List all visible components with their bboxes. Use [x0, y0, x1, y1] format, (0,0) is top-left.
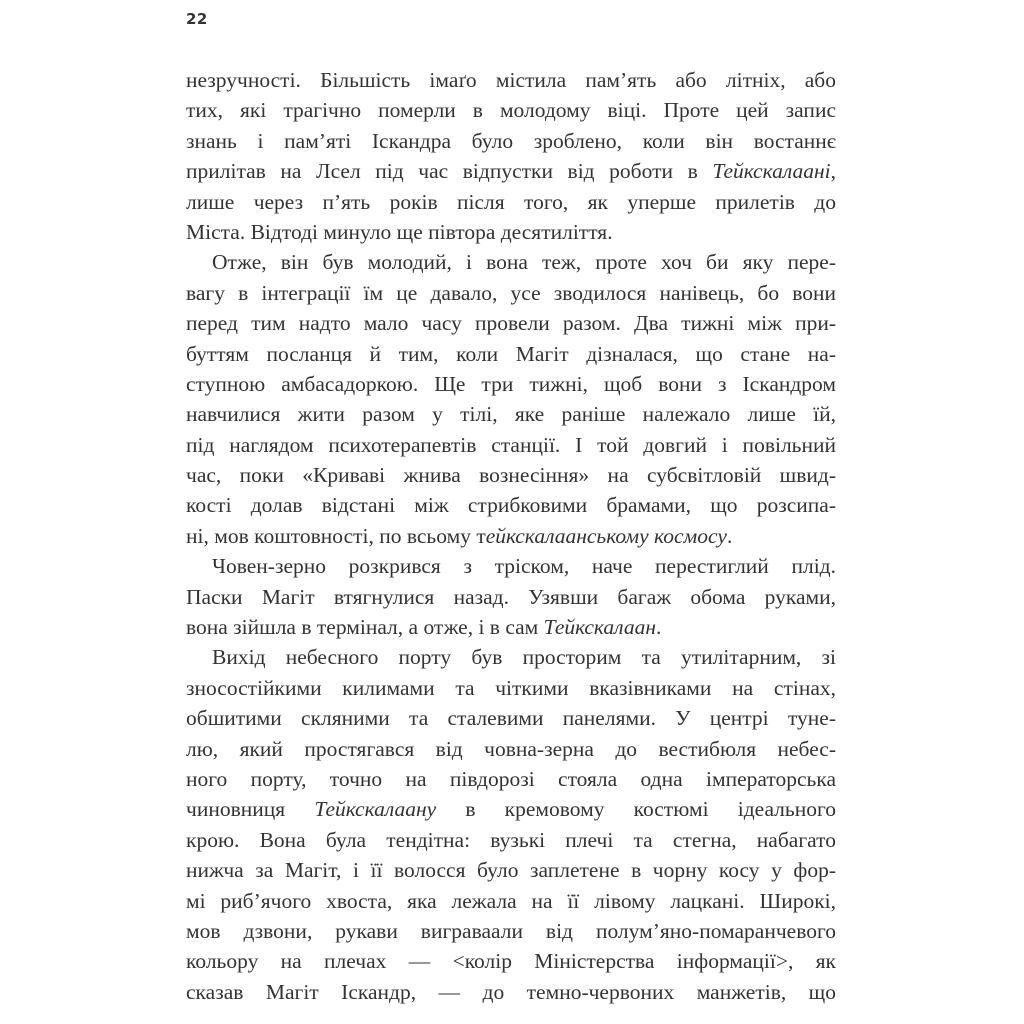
text-line — [186, 612, 836, 642]
text-line — [186, 886, 836, 916]
page-number: 22 — [186, 10, 208, 28]
text-segment: лише через п’ять років після того, як уперше прилетів до — [186, 189, 836, 214]
text-segment: Отже, він був молодий, і вона теж, проте хоч би яку пере- — [212, 250, 836, 275]
text-line — [186, 217, 836, 247]
text-segment: Паски Магіт втягнулися назад. Узявши багаж обома руками, — [186, 584, 836, 609]
italic-text: Тейкскалаані — [712, 159, 831, 184]
text-line — [186, 794, 836, 824]
text-line — [186, 734, 836, 764]
text-line — [186, 156, 836, 186]
text-segment: Вихід небесного порту був просторим та утилітарним, зі — [212, 645, 836, 670]
body-text — [186, 65, 836, 1007]
text-segment: перед тим надто мало часу провели разом. Два тижні між при- — [186, 311, 836, 336]
italic-text: Тейкскалаан — [543, 615, 656, 640]
text-line — [186, 460, 836, 490]
text-segment: лю, який простягався від човна-зерна до вестибюля небес- — [186, 736, 836, 761]
text-line — [186, 977, 836, 1007]
text-segment: мі риб’ячого хвоста, яка лежала на її лівому лацкані. Широкі, — [186, 888, 836, 913]
text-segment: ні, мов коштовності, по всьому т — [186, 523, 486, 548]
text-line — [186, 946, 836, 976]
text-line — [186, 490, 836, 520]
text-segment: Міста. Відтоді минуло ще півтора десятиліття. — [186, 219, 613, 244]
text-segment: зносостійкими килимами та чіткими вказівниками на стінах, — [186, 675, 836, 700]
text-segment: кості долав відстані між стрибковими брамами, що розсипа- — [186, 493, 836, 518]
text-line — [186, 95, 836, 125]
text-segment: крою. Вона була тендітна: вузькі плечі та стегна, набагато — [186, 827, 836, 852]
text-segment: буттям посланця й тим, коли Магіт дізналася, що стане на- — [186, 341, 836, 366]
text-segment: під наглядом психотерапевтів станції. І той довгий і повільний — [186, 432, 836, 457]
text-segment: чиновниця — [186, 797, 315, 822]
text-line — [186, 521, 836, 551]
text-segment: вагу в інтеграції їм це давало, усе зводилося нанівець, бо вони — [186, 280, 836, 305]
text-segment: в кремовому костюмі ідеального — [436, 797, 837, 822]
text-segment: кольору на плечах — <колір Міністерства інформації>, як — [186, 949, 836, 974]
text-line — [186, 399, 836, 429]
text-segment: тих, які трагічно померли в молодому віці. Проте цей запис — [186, 98, 836, 123]
paragraph-first-line — [186, 642, 836, 672]
text-line — [186, 825, 836, 855]
text-line — [186, 187, 836, 217]
text-line — [186, 673, 836, 703]
text-line — [186, 582, 836, 612]
text-segment: прилітав на Лсел під час відпустки від роботи в — [186, 159, 713, 184]
text-segment: Човен-зерно розкрився з тріском, наче перестиглий плід. — [212, 554, 836, 579]
text-segment: , — [830, 159, 836, 184]
text-segment: вона зійшла в термінал, а отже, і в сам — [186, 615, 544, 640]
text-segment: незручності. Більшість імаґо містила пам’ять або літніх, або — [186, 68, 836, 92]
italic-text: Тейкскалаану — [314, 797, 437, 822]
text-segment: сказав Магіт Іскандр, — до темно-червоних манжетів, що — [186, 979, 836, 1004]
text-line — [186, 916, 836, 946]
text-segment: час, поки «Криваві жнива вознесіння» на субсвітловій швид- — [186, 463, 836, 488]
text-line — [186, 126, 836, 156]
text-line — [186, 65, 836, 95]
text-line — [186, 703, 836, 733]
paragraph-first-line — [186, 247, 836, 277]
text-segment: навчилися жити разом у тілі, яке раніше належало лише їй, — [186, 402, 836, 427]
text-line — [186, 369, 836, 399]
text-segment: нижча за Магіт, і її волосся було заплетене в чорну косу у фор- — [186, 858, 836, 883]
text-line — [186, 278, 836, 308]
text-segment: знань і пам’яті Іскандра було зроблено, коли він востаннє — [186, 128, 836, 153]
text-line — [186, 430, 836, 460]
text-line — [186, 764, 836, 794]
italic-text: ейкскалаанському космосу — [485, 523, 727, 548]
text-segment: . — [656, 615, 662, 640]
text-segment: мов дзвони, рукави виграваали від полум’яно-помаранчевого — [186, 918, 836, 943]
text-segment: ступною амбасадоркою. Ще три тижні, щоб вони з Іскандром — [186, 371, 836, 396]
text-line — [186, 308, 836, 338]
text-segment: обшитими скляними та сталевими панелями. У центрі туне- — [186, 706, 836, 731]
text-segment: ного порту, точно на півдорозі стояла одна імператорська — [186, 766, 836, 791]
text-line — [186, 855, 836, 885]
text-line — [186, 339, 836, 369]
paragraph-first-line — [186, 551, 836, 581]
text-segment: . — [726, 523, 733, 548]
